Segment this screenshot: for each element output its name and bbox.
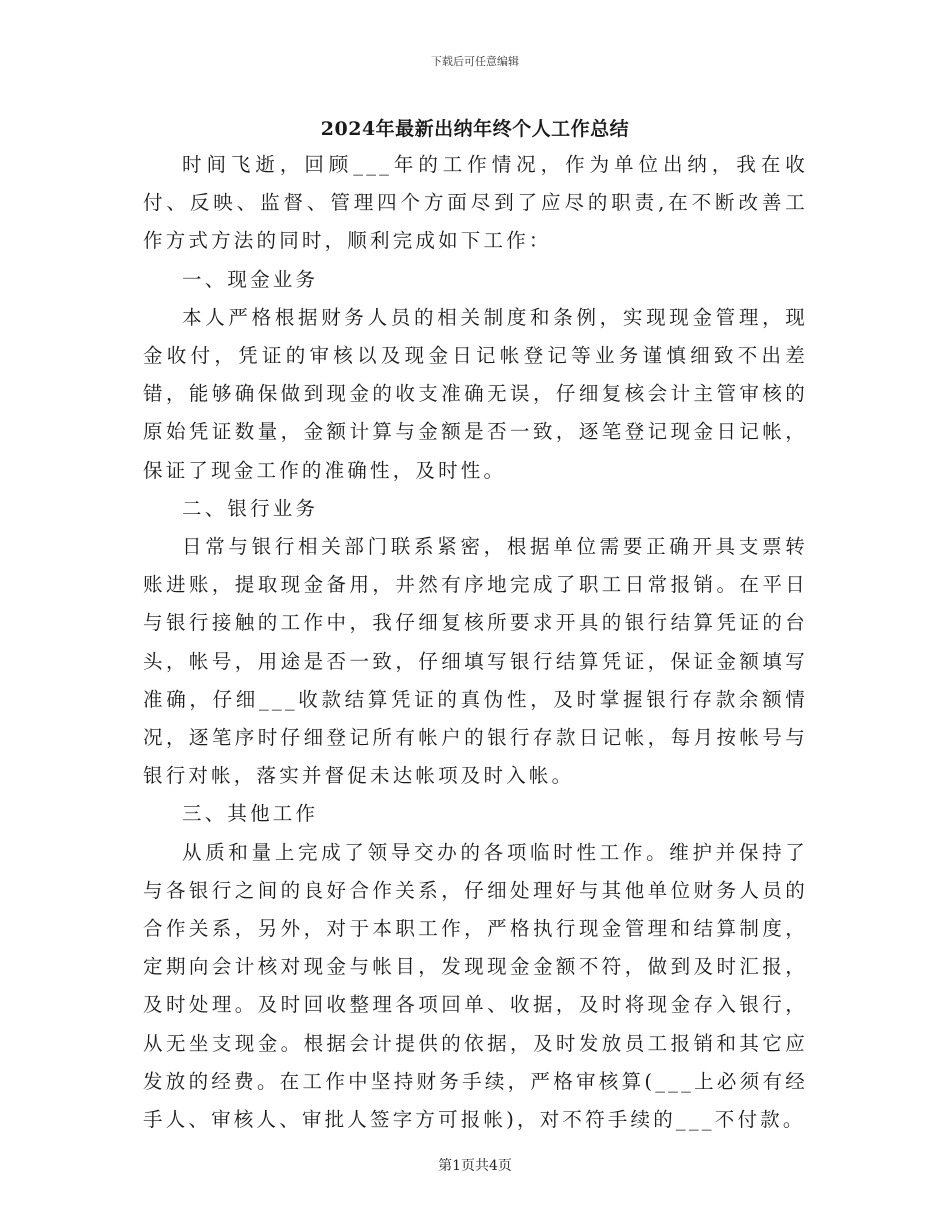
section-heading-cash: 一、现金业务 bbox=[182, 267, 319, 291]
section-heading-bank: 二、银行业务 bbox=[182, 496, 319, 520]
page-number: 第1页共4页 bbox=[438, 1158, 512, 1174]
section-heading-other: 三、其他工作 bbox=[182, 802, 319, 826]
cash-paragraph: 本人严格根据财务人员的相关制度和条例，实现现金管理，现金收付，凭证的审核以及现金日记帐登记等业务谨慎细致不出差错，能够确保做到现金的收支准确无误，仔细复核会计主管审核的原始凭证数量，金额计算与金额是否一致，逐笔登记现金日记帐，保证了现金工作的准确性，及时性。 bbox=[143, 305, 808, 482]
bank-paragraph: 日常与银行相关部门联系紧密，根据单位需要正确开具支票转账进账，提取现金备用，井然有序地完成了职工日常报销。在平日与银行接触的工作中，我仔细复核所要求开具的银行结算凭证的台头，帐号，用途是否一致，仔细填写银行结算凭证，保证金额填写准确，仔细___收款结算凭证的真伪性，及时掌握银行存款余额情况，逐笔序时仔细登记所有帐户的银行存款日记帐，每月按帐号与银行对帐，落实并督促未达帐项及时入帐。 bbox=[143, 535, 808, 788]
document-title: 2024年最新出纳年终个人工作总结 bbox=[320, 118, 630, 140]
header-note: 下载后可任意编辑 bbox=[431, 55, 519, 68]
other-paragraph: 从质和量上完成了领导交办的各项临时性工作。维护并保持了与各银行之间的良好合作关系，仔细处理好与其他单位财务人员的合作关系，另外，对于本职工作，严格执行现金管理和结算制度，定期向会计核对现金与帐目，发现现金金额不符，做到及时汇报，及时处理。及时回收整理各项回单、收据，及时将现金存入银行，从无坐支现金。根据会计提供的依据，及时发放员工报销和其它应发放的经费。在工作中坚持财务手续，严格审核算(___上必须有经手人、审核人、审批人签字方可报帐)，对不符手续的___不付款。 bbox=[143, 840, 808, 1132]
intro-paragraph: 时间飞逝，回顾___年的工作情况，作为单位出纳，我在收付、反映、监督、管理四个方面尽到了应尽的职责,在不断改善工作方式方法的同时，顺利完成如下工作： bbox=[143, 153, 808, 253]
document-body bbox=[143, 146, 808, 1139]
